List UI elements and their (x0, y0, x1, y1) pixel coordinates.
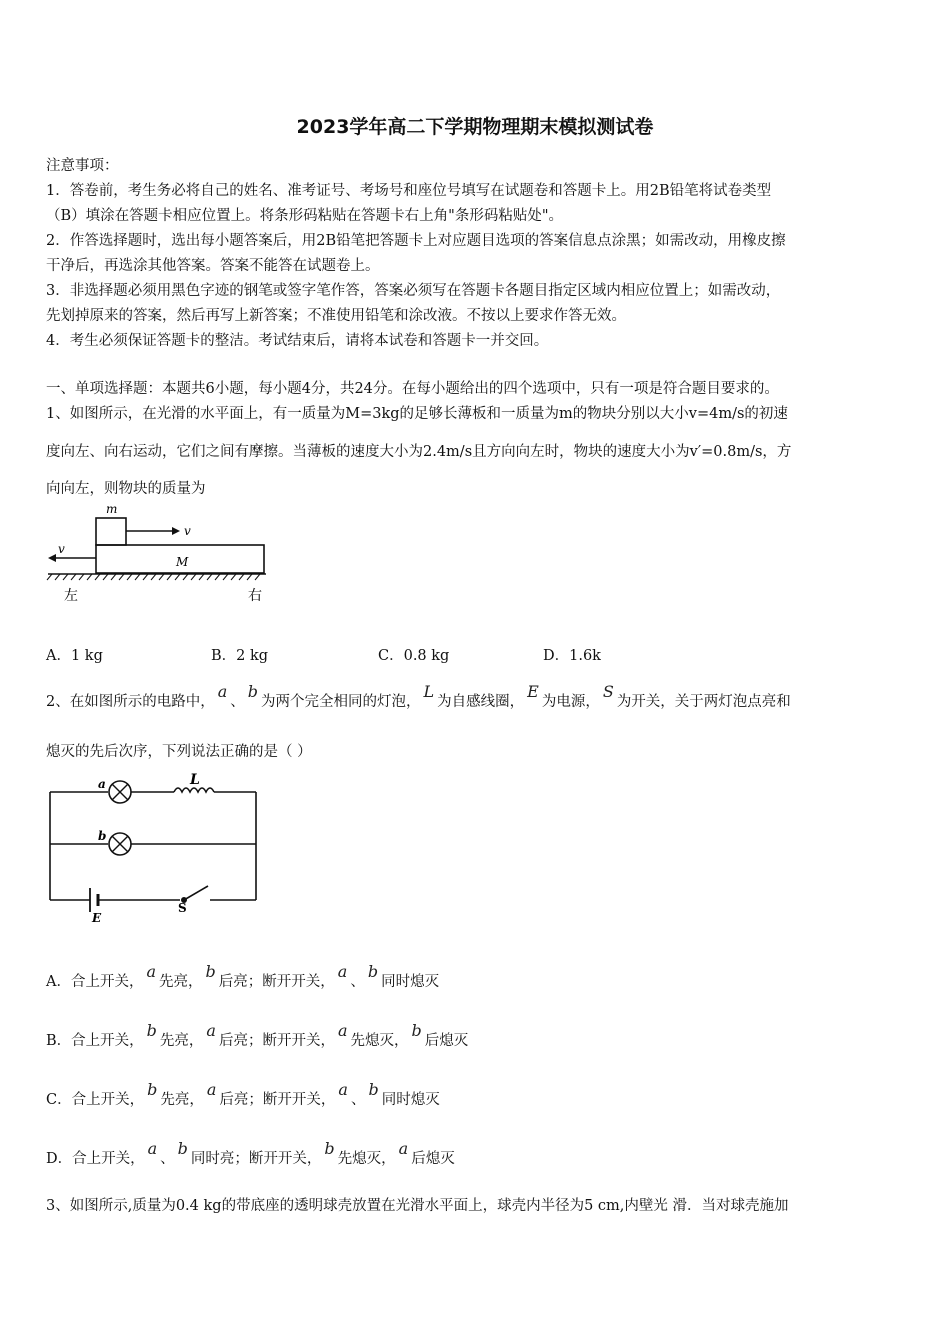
q1-stem-line: 度向左、向右运动，它们之间有摩擦。当薄板的速度大小为2.4m/s且方向向左时，物块的速度大小为v′=0.8m/s，方 (46, 444, 792, 460)
notice-line: 4．考生必须保证答题卡的整洁。考试结束后，请将本试卷和答题卡一并交回。 (46, 333, 549, 349)
q1-stem-line: 1、如图所示，在光滑的水平面上，有一质量为M=3kg的足够长薄板和一质量为m的物块分别以大小v=4m/s的初速 (46, 406, 788, 422)
notice-line: 2．作答选择题时，选出每小题答案后，用2B铅笔把答题卡上对应题目选项的答案信息点涂黑；如需改动，用橡皮擦 (46, 233, 786, 249)
q2-stem-line: 2、在如图所示的电路中，a、b为两个完全相同的灯泡，L为自感线圈，E为电源，S为开关，关于两灯泡点亮和 (46, 682, 791, 710)
q1-fig-m-label: m (106, 502, 118, 516)
q2-option-a[interactable]: A．合上开关，a先亮，b后亮；断开开关，a、b同时熄灭 (46, 962, 440, 990)
q1-option-c[interactable]: C．0.8 kg (378, 648, 450, 664)
q1-fig-left-label: 左 (64, 588, 78, 604)
q2-stem-line: 熄灭的先后次序，下列说法正确的是（ ） (46, 744, 312, 760)
notice-line: （B）填涂在答题卡相应位置上。将条形码粘贴在答题卡右上角"条形码粘贴处"。 (46, 208, 563, 224)
q2-fig-b-label: b (98, 829, 107, 843)
page-title: 2023学年高二下学期物理期末模拟测试卷 (296, 116, 654, 138)
q1-fig-v-right: v (184, 524, 191, 538)
q2-option-c[interactable]: C．合上开关，b先亮，a后亮；断开开关，a、b同时熄灭 (46, 1080, 440, 1108)
q1-option-b[interactable]: B．2 kg (211, 648, 269, 664)
section-heading: 一、单项选择题：本题共6小题，每小题4分，共24分。在每小题给出的四个选项中，只有一项是符合题目要求的。 (46, 381, 779, 397)
q2-circuit-figure (44, 770, 264, 930)
q2-fig-S-label: S (178, 901, 187, 915)
q1-board-block-figure (44, 500, 272, 608)
q2-option-d[interactable]: D．合上开关，a、b同时亮；断开开关，b先熄灭，a后熄灭 (46, 1139, 455, 1167)
q1-fig-M-label: M (176, 555, 189, 569)
notice-line: 干净后，再选涂其他答案。答案不能答在试题卷上。 (46, 258, 380, 274)
notice-heading: 注意事项： (46, 158, 119, 174)
q1-option-a[interactable]: A．1 kg (46, 648, 103, 664)
q2-fig-a-label: a (98, 777, 106, 791)
q2-fig-L-label: L (190, 772, 200, 788)
q1-fig-right-label: 右 (248, 588, 262, 604)
q2-option-b[interactable]: B．合上开关，b先亮，a后亮；断开开关，a先熄灭，b后熄灭 (46, 1021, 469, 1049)
q3-stem-line: 3、如图所示,质量为0.4 kg的带底座的透明球壳放置在光滑水平面上，球壳内半径为5 cm,内壁光 滑．当对球壳施加 (46, 1198, 789, 1214)
notice-line: 3．非选择题必须用黑色字迹的钢笔或签字笔作答，答案必须写在答题卡各题目指定区域内相应位置上；如需改动， (46, 283, 781, 299)
q1-fig-v-left: v (58, 542, 65, 556)
notice-line: 1．答卷前，考生务必将自己的姓名、准考证号、考场号和座位号填写在试题卷和答题卡上。用2B铅笔将试卷类型 (46, 183, 772, 199)
q1-stem-line: 向向左，则物块的质量为 (46, 481, 206, 497)
q2-fig-E-label: E (92, 911, 102, 925)
notice-line: 先划掉原来的答案，然后再写上新答案；不准使用铅笔和涂改液。不按以上要求作答无效。 (46, 308, 626, 324)
q1-option-d[interactable]: D．1.6k (543, 648, 601, 664)
